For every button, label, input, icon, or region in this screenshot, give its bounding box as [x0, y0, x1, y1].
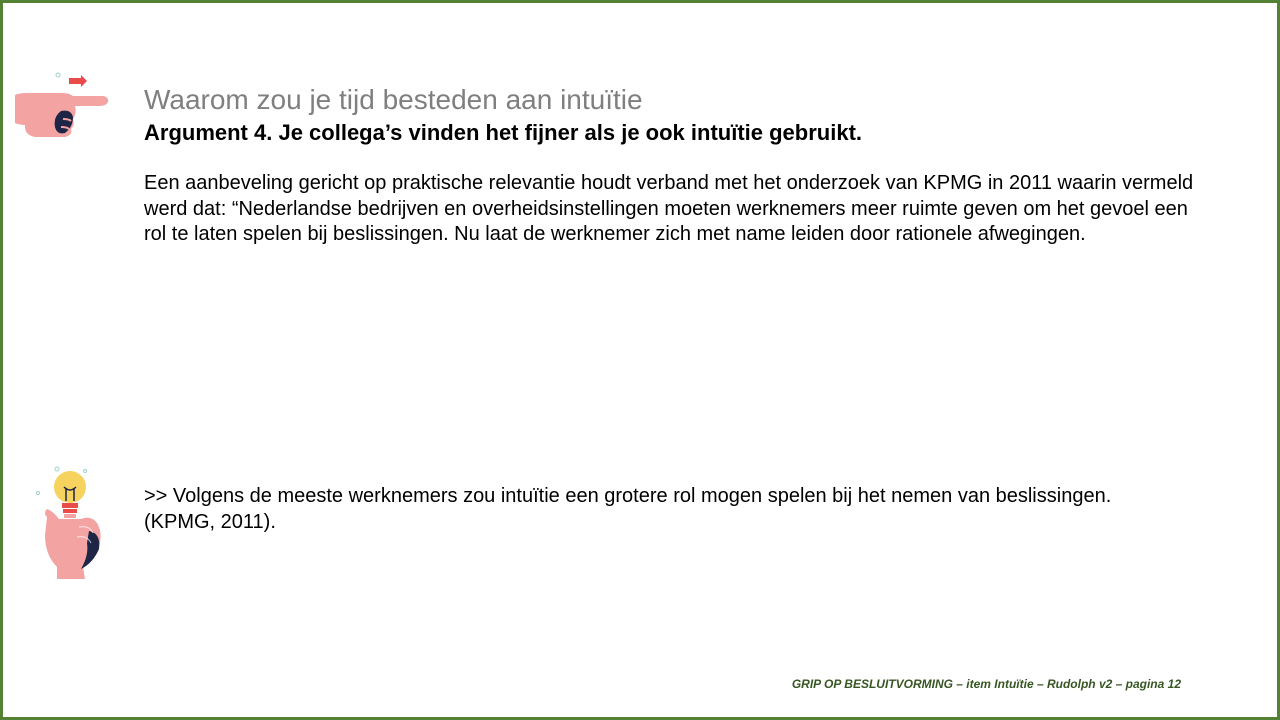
slide-subtitle: Waarom zou je tijd besteden aan intuïtie — [144, 84, 643, 115]
hand-lightbulb-icon — [33, 463, 113, 583]
pointing-hand-icon — [13, 69, 113, 145]
body-paragraph: Een aanbeveling gericht op praktische relevantie houdt verband met het onderzoek van KPMG in 2011 waarin vermeld werd dat: “Nederlandse bedrijven en overheidsinstellingen moeten werknemers meer ruimte geven om het gevoel een rol te laten spelen bij beslissingen. Nu laat de werknemer zich met name leiden door rationele afwegingen. — [144, 172, 1194, 245]
slide-title: Argument 4. Je collega’s vinden het fijner als je ook intuïtie gebruikt. — [144, 120, 863, 145]
conclusion-paragraph: >> Volgens de meeste werknemers zou intuïtie een grotere rol mogen spelen bij het nemen van beslissingen. (KPMG, 2011). — [144, 485, 1112, 533]
slide-footer: GRIP OP BESLUITVORMING – item Intuïtie – Rudolph v2 – pagina 12 — [791, 677, 1181, 691]
